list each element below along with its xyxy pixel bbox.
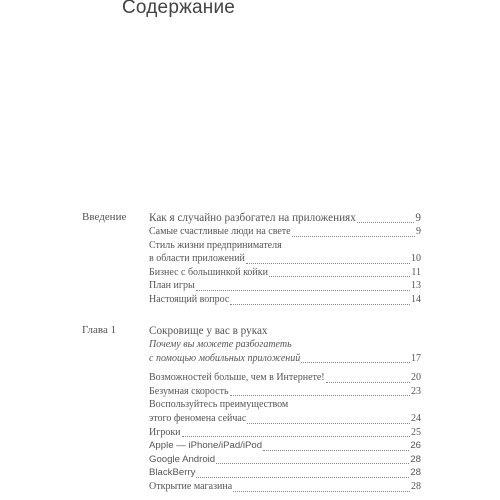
toc-entry[interactable]: Как я случайно разбогател на приложениях 9 xyxy=(149,212,421,224)
toc-entry[interactable]: с помощью мобильных приложений 17 xyxy=(149,352,421,364)
toc-entry[interactable]: Возможностей больше, чем в Интернете! 20 xyxy=(149,372,421,384)
toc-entry[interactable]: Стиль жизни предпринимателя xyxy=(149,239,282,251)
toc-entry[interactable]: Открытие магазина 28 xyxy=(149,480,421,492)
toc-entries xyxy=(149,211,421,307)
toc-entry[interactable]: BlackBerry 28 xyxy=(149,467,421,479)
toc-entry[interactable]: Безумная скорость 23 xyxy=(149,385,421,397)
section-label: Глава 1 xyxy=(82,324,117,336)
toc-entry[interactable]: Воспользуйтесь преимуществом xyxy=(149,399,289,411)
toc-entry[interactable]: в области приложений 10 xyxy=(149,253,421,265)
section-label: Введение xyxy=(82,211,127,223)
page-title: Содержание xyxy=(122,0,236,18)
toc-entry[interactable]: Игроки 25 xyxy=(149,426,421,438)
toc-entry[interactable]: Почему вы можете разбогатеть xyxy=(149,339,292,350)
toc-entry[interactable]: План игры 13 xyxy=(149,280,421,292)
toc-entry[interactable]: Бизнес с большинкой койки 11 xyxy=(149,266,421,278)
toc-entry[interactable]: Google Android 28 xyxy=(149,453,421,465)
toc-entry[interactable]: этого феномена сейчас 24 xyxy=(149,412,421,424)
toc-entry[interactable]: Самые счастливые люди на свете 9 xyxy=(149,226,421,237)
toc-entry[interactable]: Сокровище у вас в руках xyxy=(149,325,268,337)
toc-entry[interactable]: Настоящий вопрос 14 xyxy=(149,293,421,305)
toc-entries xyxy=(149,324,421,494)
toc-entry[interactable]: Apple — iPhone/iPad/iPod 26 xyxy=(149,440,421,452)
